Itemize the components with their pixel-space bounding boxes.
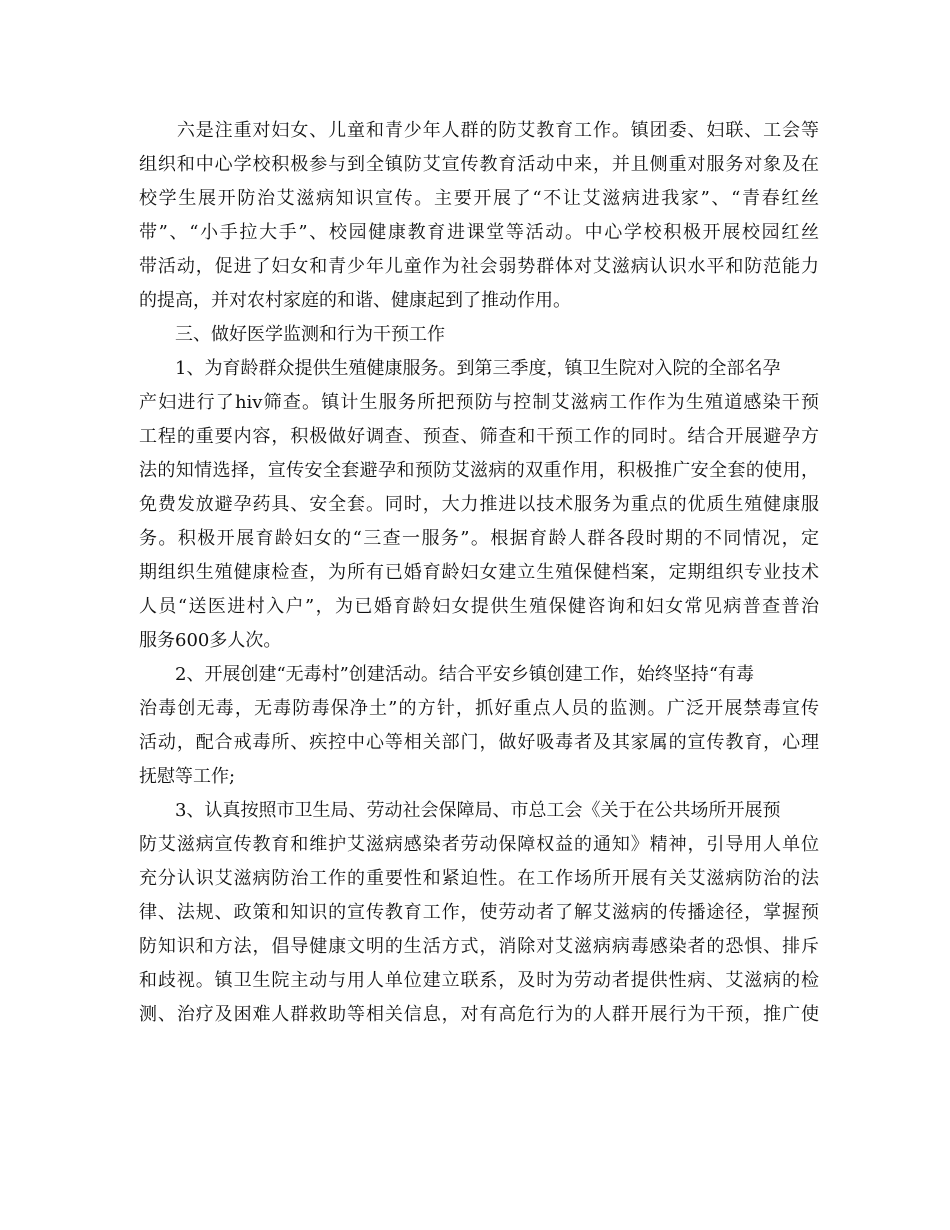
text-line: 2、开展创建“无毒村”创建活动。结合平安乡镇创建工作，始终坚持“有毒 [139,664,755,685]
text-line: 产妇进行了hiv筛查。镇计生服务所把预防与控制艾滋病工作作为生殖道感染干预 [139,392,819,413]
text-line: 工程的重要内容，积极做好调查、预查、筛查和干预工作的同时。结合开展避孕方 [139,426,819,447]
text-line: 人员“送医进村入户”，为已婚育龄妇女提供生殖保健咨询和妇女常见病普查普治 [139,596,819,617]
text-line: 活动，配合戒毒所、疾控中心等相关部门，做好吸毒者及其家属的宣传教育，心理 [139,732,819,753]
text-line: 务。积极开展育龄妇女的“三查一服务”。根据育龄人群各段时期的不同情况，定 [139,528,819,549]
text-line: 法的知情选择，宣传安全套避孕和预防艾滋病的双重作用，积极推广安全套的使用， [139,460,819,481]
text-line: 充分认识艾滋病防治工作的重要性和紧迫性。在工作场所开展有关艾滋病防治的法 [139,868,819,889]
text-line: 期组织生殖健康检查，为所有已婚育龄妇女建立生殖保健档案，定期组织专业技术 [139,562,819,583]
text-line: 六是注重对妇女、儿童和青少年人群的防艾教育工作。镇团委、妇联、工会等 [139,120,819,141]
text-line: 1、为育龄群众提供生殖健康服务。到第三季度，镇卫生院对入院的全部名孕 [139,358,781,379]
text-line: 防艾滋病宣传教育和维护艾滋病感染者劳动保障权益的通知》精神，引导用人单位 [139,834,819,855]
document-body [139,114,819,1032]
text-line: 组织和中心学校积极参与到全镇防艾宣传教育活动中来，并且侧重对服务对象及在 [139,154,819,175]
text-line: 三、做好医学监测和行为干预工作 [139,324,445,345]
text-line: 服务600多人次。 [139,630,282,651]
text-line: 和歧视。镇卫生院主动与用人单位建立联系，及时为劳动者提供性病、艾滋病的检 [139,970,819,991]
text-line: 测、治疗及困难人群救助等相关信息，对有高危行为的人群开展行为干预，推广使 [139,1004,819,1025]
text-line: 3、认真按照市卫生局、劳动社会保障局、市总工会《关于在公共场所开展预 [139,800,781,821]
text-line: 抚慰等工作; [139,766,236,787]
text-line: 律、法规、政策和知识的宣传教育工作，使劳动者了解艾滋病的传播途径，掌握预 [139,902,819,923]
text-line: 免费发放避孕药具、安全套。同时，大力推进以技术服务为重点的优质生殖健康服 [139,494,819,515]
text-line: 带”、“小手拉大手”、校园健康教育进课堂等活动。中心学校积极开展校园红丝 [139,222,819,243]
text-line: 带活动，促进了妇女和青少年儿童作为社会弱势群体对艾滋病认识水平和防范能力 [139,256,819,277]
text-line: 防知识和方法，倡导健康文明的生活方式，消除对艾滋病病毒感染者的恐惧、排斥 [139,936,819,957]
text-line: 的提高，并对农村家庭的和谐、健康起到了推动作用。 [139,290,571,311]
text-line: 治毒创无毒，无毒防毒保净土”的方针，抓好重点人员的监测。广泛开展禁毒宣传 [139,698,819,719]
text-line: 校学生展开防治艾滋病知识宣传。主要开展了“不让艾滋病进我家”、“青春红丝 [139,188,819,209]
